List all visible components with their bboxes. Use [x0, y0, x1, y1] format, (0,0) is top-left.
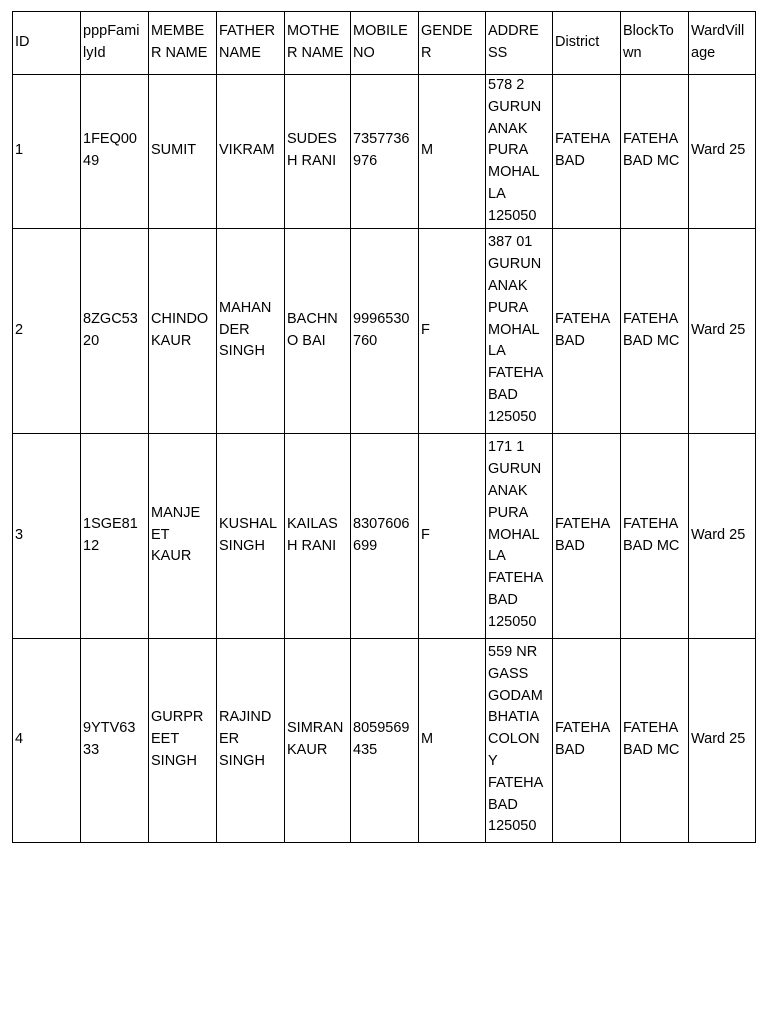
cell-line: SINGH	[151, 752, 197, 769]
cell-line: Y	[488, 752, 498, 769]
cell-gender	[419, 638, 486, 842]
cell-line: CHINDO	[151, 310, 209, 327]
cell-line: GURUN	[488, 98, 542, 115]
cell-line: FATEHA	[555, 515, 611, 532]
cell-line: MAHAN	[219, 299, 272, 316]
cell-line: M	[421, 731, 434, 748]
cell-line: 578 2	[488, 77, 525, 93]
cell-line: 2	[15, 321, 24, 338]
cell-line: EET	[151, 731, 180, 748]
cell-ppp-family-id	[81, 75, 149, 229]
cell-line: GURUN	[488, 461, 542, 478]
cell-line: KAUR	[287, 742, 328, 759]
cell-father-name	[217, 228, 285, 433]
cell-gender	[419, 228, 486, 433]
cell-line: 9YTV63	[83, 720, 136, 737]
cell-line: ANAK	[488, 278, 528, 295]
cell-line: R NAME	[151, 45, 208, 61]
cell-line: ER	[219, 731, 240, 748]
cell-line: SS	[488, 45, 508, 61]
cell-line: lyId	[83, 45, 106, 61]
cell-ward-village	[689, 75, 756, 229]
cell-line: FATEHA	[623, 310, 679, 327]
cell-line: LA	[488, 185, 506, 202]
cell-line: Ward 25	[691, 142, 746, 159]
member-table	[12, 11, 756, 843]
cell-line: ANAK	[488, 120, 528, 137]
cell-district	[553, 75, 621, 229]
cell-line: WardVill	[691, 23, 745, 40]
cell-line: 125050	[488, 613, 537, 630]
cell-id	[13, 228, 81, 433]
cell-line: ET	[151, 526, 170, 543]
cell-line: FATEHA	[488, 365, 544, 382]
cell-line: 8059569	[353, 720, 410, 737]
cell-line: 7357736	[353, 131, 410, 148]
cell-line: BAD MC	[623, 332, 680, 349]
cell-line: SINGH	[219, 752, 265, 769]
cell-ppp-family-id	[81, 228, 149, 433]
cell-id	[13, 433, 81, 638]
table-row	[13, 433, 756, 638]
cell-line: VIKRAM	[219, 142, 275, 159]
cell-line: PURA	[488, 299, 529, 316]
cell-member-name	[149, 75, 217, 229]
cell-ppp-family-id	[81, 638, 149, 842]
cell-line: BHATIA	[488, 709, 540, 726]
cell-line: KAUR	[151, 548, 192, 565]
cell-mobile-no	[351, 638, 419, 842]
cell-line: BAD MC	[623, 537, 680, 554]
table-row	[13, 638, 756, 842]
cell-line: BAD	[488, 387, 518, 404]
header-ward-village	[689, 12, 756, 75]
cell-line: FATEHA	[488, 570, 544, 587]
cell-line: 125050	[488, 818, 537, 835]
cell-mobile-no	[351, 75, 419, 229]
cell-member-name	[149, 638, 217, 842]
cell-line: MOTHE	[287, 23, 340, 40]
cell-mother-name	[285, 75, 351, 229]
cell-district	[553, 433, 621, 638]
cell-line: MOHAL	[488, 321, 540, 338]
cell-line: pppFami	[83, 23, 140, 40]
cell-line: 435	[353, 742, 378, 759]
header-gender	[419, 12, 486, 75]
cell-line: 12	[83, 537, 100, 554]
cell-block-town	[621, 75, 689, 229]
cell-line: 760	[353, 332, 378, 349]
cell-member-name	[149, 433, 217, 638]
cell-mother-name	[285, 228, 351, 433]
cell-line: NAME	[219, 45, 261, 61]
cell-line: MOHAL	[488, 526, 540, 543]
cell-line: R	[421, 45, 432, 61]
header-ppp-family-id	[81, 12, 149, 75]
cell-line: BlockTo	[623, 23, 674, 40]
cell-line: BAD	[555, 537, 585, 554]
cell-father-name	[217, 638, 285, 842]
cell-line: 1SGE81	[83, 515, 138, 532]
cell-block-town	[621, 638, 689, 842]
cell-line: 559 NR	[488, 643, 538, 660]
cell-ward-village	[689, 433, 756, 638]
cell-line: FATEHA	[623, 720, 679, 737]
cell-line: FATEHA	[555, 310, 611, 327]
cell-line: Ward 25	[691, 731, 746, 748]
cell-line: SINGH	[219, 537, 265, 554]
cell-district	[553, 228, 621, 433]
cell-line: KUSHAL	[219, 515, 278, 532]
cell-line: GURUN	[488, 256, 542, 273]
cell-line: 976	[353, 153, 378, 170]
cell-gender	[419, 433, 486, 638]
cell-line: 125050	[488, 408, 537, 425]
cell-line: H RANI	[287, 537, 337, 554]
cell-line: FATHER	[219, 23, 276, 40]
cell-line: F	[421, 526, 430, 543]
header-district	[553, 12, 621, 75]
cell-line: GENDE	[421, 23, 473, 40]
cell-line: BACHN	[287, 310, 338, 327]
cell-line: 9996530	[353, 310, 410, 327]
cell-line: 171 1	[488, 439, 525, 456]
cell-line: COLON	[488, 731, 540, 748]
cell-block-town	[621, 433, 689, 638]
cell-line: FATEHA	[623, 515, 679, 532]
cell-address	[486, 228, 553, 433]
cell-address	[486, 638, 553, 842]
cell-gender	[419, 75, 486, 229]
cell-line: BAD	[488, 592, 518, 609]
cell-line: District	[555, 34, 600, 51]
cell-line: 4	[15, 731, 24, 748]
cell-line: FATEHA	[623, 131, 679, 148]
cell-line: 125050	[488, 207, 537, 224]
header-id	[13, 12, 81, 75]
cell-ward-village	[689, 228, 756, 433]
cell-line: R NAME	[287, 45, 344, 61]
cell-line: 3	[15, 526, 24, 543]
cell-district	[553, 638, 621, 842]
cell-line: MOHAL	[488, 164, 540, 181]
table-row	[13, 75, 756, 229]
cell-line: DER	[219, 321, 250, 338]
cell-id	[13, 75, 81, 229]
cell-mobile-no	[351, 433, 419, 638]
cell-line: MEMBE	[151, 23, 205, 40]
cell-line: 49	[83, 153, 100, 170]
cell-id	[13, 638, 81, 842]
cell-ppp-family-id	[81, 433, 149, 638]
table-row	[13, 228, 756, 433]
cell-line: BAD	[488, 796, 518, 813]
cell-line: Ward 25	[691, 321, 746, 338]
cell-father-name	[217, 75, 285, 229]
cell-line: PURA	[488, 504, 529, 521]
cell-line: BAD	[555, 742, 585, 759]
cell-block-town	[621, 228, 689, 433]
cell-mother-name	[285, 638, 351, 842]
cell-line: MANJE	[151, 504, 201, 521]
cell-ward-village	[689, 638, 756, 842]
cell-line: wn	[623, 45, 642, 61]
header-block-town	[621, 12, 689, 75]
cell-line: 387 01	[488, 234, 533, 251]
cell-member-name	[149, 228, 217, 433]
cell-line: 8ZGC53	[83, 310, 138, 327]
cell-line: 1FEQ00	[83, 131, 137, 148]
cell-line: SINGH	[219, 343, 265, 360]
cell-line: FATEHA	[555, 720, 611, 737]
cell-line: Ward 25	[691, 526, 746, 543]
cell-line: ID	[15, 34, 30, 51]
cell-line: BAD	[555, 153, 585, 170]
cell-line: 33	[83, 742, 100, 759]
cell-line: FATEHA	[555, 131, 611, 148]
cell-line: 20	[83, 332, 100, 349]
cell-line: M	[421, 142, 434, 159]
cell-line: GASS	[488, 665, 529, 682]
cell-line: GODAM	[488, 687, 543, 704]
cell-line: 8307606	[353, 515, 410, 532]
cell-line: O BAI	[287, 332, 326, 349]
cell-line: F	[421, 321, 430, 338]
header-father-name	[217, 12, 285, 75]
cell-line: BAD MC	[623, 742, 680, 759]
cell-mother-name	[285, 433, 351, 638]
header-member-name	[149, 12, 217, 75]
cell-father-name	[217, 433, 285, 638]
header-mother-name	[285, 12, 351, 75]
cell-line: KAUR	[151, 332, 192, 349]
cell-line: RAJIND	[219, 709, 272, 726]
cell-line: 1	[15, 142, 24, 159]
header-row	[13, 12, 756, 75]
cell-line: SUDES	[287, 131, 337, 148]
cell-mobile-no	[351, 228, 419, 433]
cell-line: LA	[488, 548, 506, 565]
cell-line: BAD MC	[623, 153, 680, 170]
cell-line: BAD	[555, 332, 585, 349]
cell-line: 699	[353, 537, 378, 554]
cell-line: LA	[488, 343, 506, 360]
cell-line: H RANI	[287, 153, 337, 170]
cell-line: GURPR	[151, 709, 204, 726]
cell-line: KAILAS	[287, 515, 338, 532]
header-address	[486, 12, 553, 75]
cell-line: FATEHA	[488, 774, 544, 791]
header-mobile-no	[351, 12, 419, 75]
document-page	[12, 11, 755, 843]
cell-line: age	[691, 45, 716, 61]
cell-line: MOBILE	[353, 23, 408, 40]
cell-line: NO	[353, 45, 375, 61]
cell-line: SIMRAN	[287, 720, 344, 737]
cell-address	[486, 433, 553, 638]
cell-line: ADDRE	[488, 23, 539, 40]
cell-line: ANAK	[488, 483, 528, 500]
table-body	[13, 75, 756, 843]
cell-address	[486, 75, 553, 229]
cell-line: PURA	[488, 142, 529, 159]
cell-line: SUMIT	[151, 142, 197, 159]
